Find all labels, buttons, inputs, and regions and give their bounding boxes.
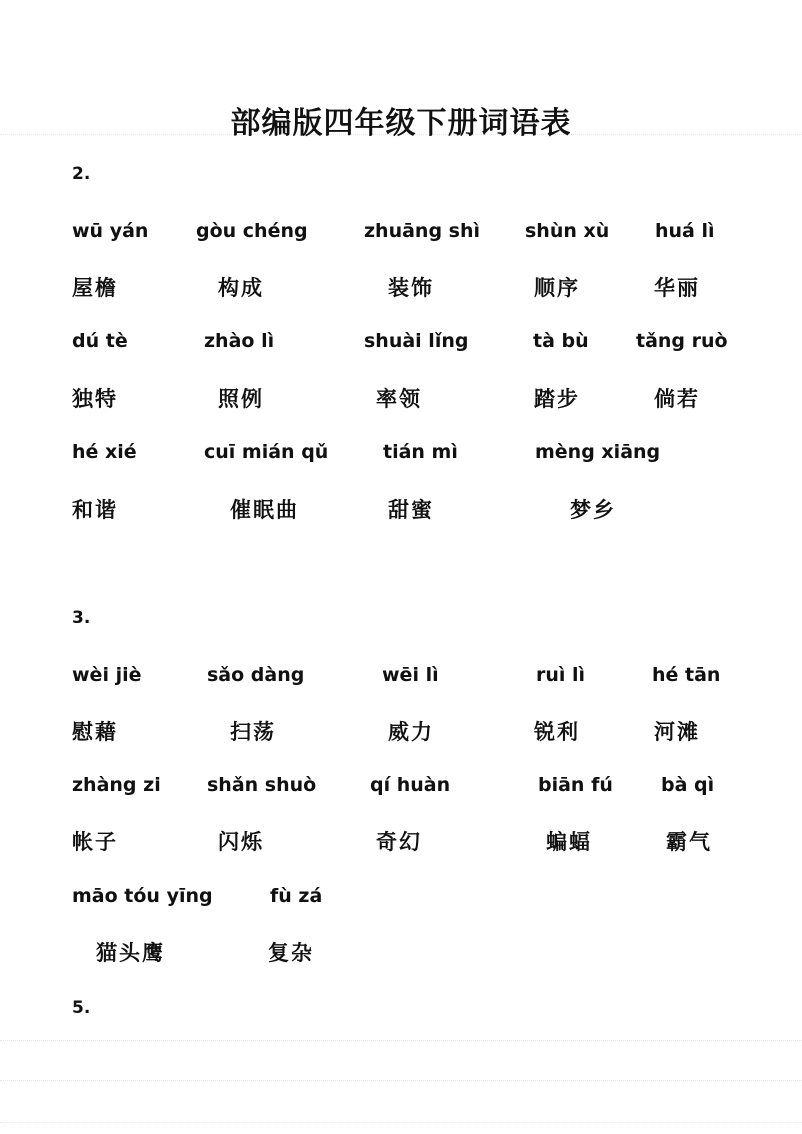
pinyin: wèi jiè — [72, 664, 142, 686]
pinyin: wēi lì — [382, 664, 439, 686]
pinyin: tà bù — [533, 330, 589, 352]
hanzi: 威力 — [388, 719, 434, 744]
hanzi: 梦乡 — [570, 497, 616, 522]
pinyin: tǎng ruò — [636, 330, 728, 352]
hanzi: 华丽 — [654, 275, 700, 300]
pinyin: cuī mián qǔ — [204, 441, 329, 463]
pinyin: shùn xù — [525, 220, 610, 242]
hanzi: 倘若 — [654, 386, 700, 411]
pinyin: shǎn shuò — [207, 774, 317, 796]
pinyin: zhuāng shì — [364, 220, 481, 242]
pinyin: sǎo dàng — [207, 664, 305, 686]
hanzi: 猫头鹰 — [96, 940, 165, 965]
hanzi: 顺序 — [534, 275, 580, 300]
hanzi: 构成 — [218, 275, 264, 300]
section-number: 3. — [72, 608, 91, 628]
hanzi: 率领 — [376, 386, 422, 411]
pinyin: qí huàn — [370, 774, 451, 796]
pinyin: zhàng zi — [72, 774, 161, 796]
pinyin: hé tān — [652, 664, 721, 686]
section-number: 2. — [72, 164, 91, 184]
hanzi: 锐利 — [534, 719, 580, 744]
pinyin: wū yán — [72, 220, 149, 242]
hanzi: 甜蜜 — [388, 497, 434, 522]
pinyin: huá lì — [655, 220, 715, 242]
hanzi: 扫荡 — [230, 719, 276, 744]
pinyin: dú tè — [72, 330, 128, 352]
pinyin: zhào lì — [204, 330, 275, 352]
hanzi: 和谐 — [72, 497, 118, 522]
hanzi: 帐子 — [72, 829, 118, 854]
hanzi: 照例 — [218, 386, 264, 411]
hanzi: 霸气 — [666, 829, 712, 854]
hanzi: 蝙蝠 — [546, 829, 592, 854]
pinyin: mèng xiāng — [535, 441, 661, 463]
pinyin: fù zá — [270, 885, 323, 907]
pinyin: gòu chéng — [196, 220, 308, 242]
pinyin: hé xié — [72, 441, 137, 463]
hanzi: 复杂 — [268, 940, 314, 965]
hanzi: 奇幻 — [376, 829, 422, 854]
page-title: 部编版四年级下册词语表 — [230, 106, 572, 141]
hanzi: 装饰 — [388, 275, 434, 300]
pinyin: tián mì — [383, 441, 458, 463]
hanzi: 闪烁 — [218, 829, 264, 854]
hanzi: 独特 — [72, 386, 118, 411]
hanzi: 河滩 — [654, 719, 700, 744]
hanzi: 催眠曲 — [230, 497, 299, 522]
hanzi: 屋檐 — [72, 275, 118, 300]
pinyin: ruì lì — [536, 664, 586, 686]
pinyin: bà qì — [661, 774, 715, 796]
pinyin: biān fú — [538, 774, 613, 796]
hanzi: 踏步 — [534, 386, 580, 411]
section-number: 5. — [72, 998, 91, 1018]
pinyin: shuài lǐng — [364, 330, 469, 352]
hanzi: 慰藉 — [72, 719, 118, 744]
pinyin: māo tóu yīng — [72, 885, 213, 907]
